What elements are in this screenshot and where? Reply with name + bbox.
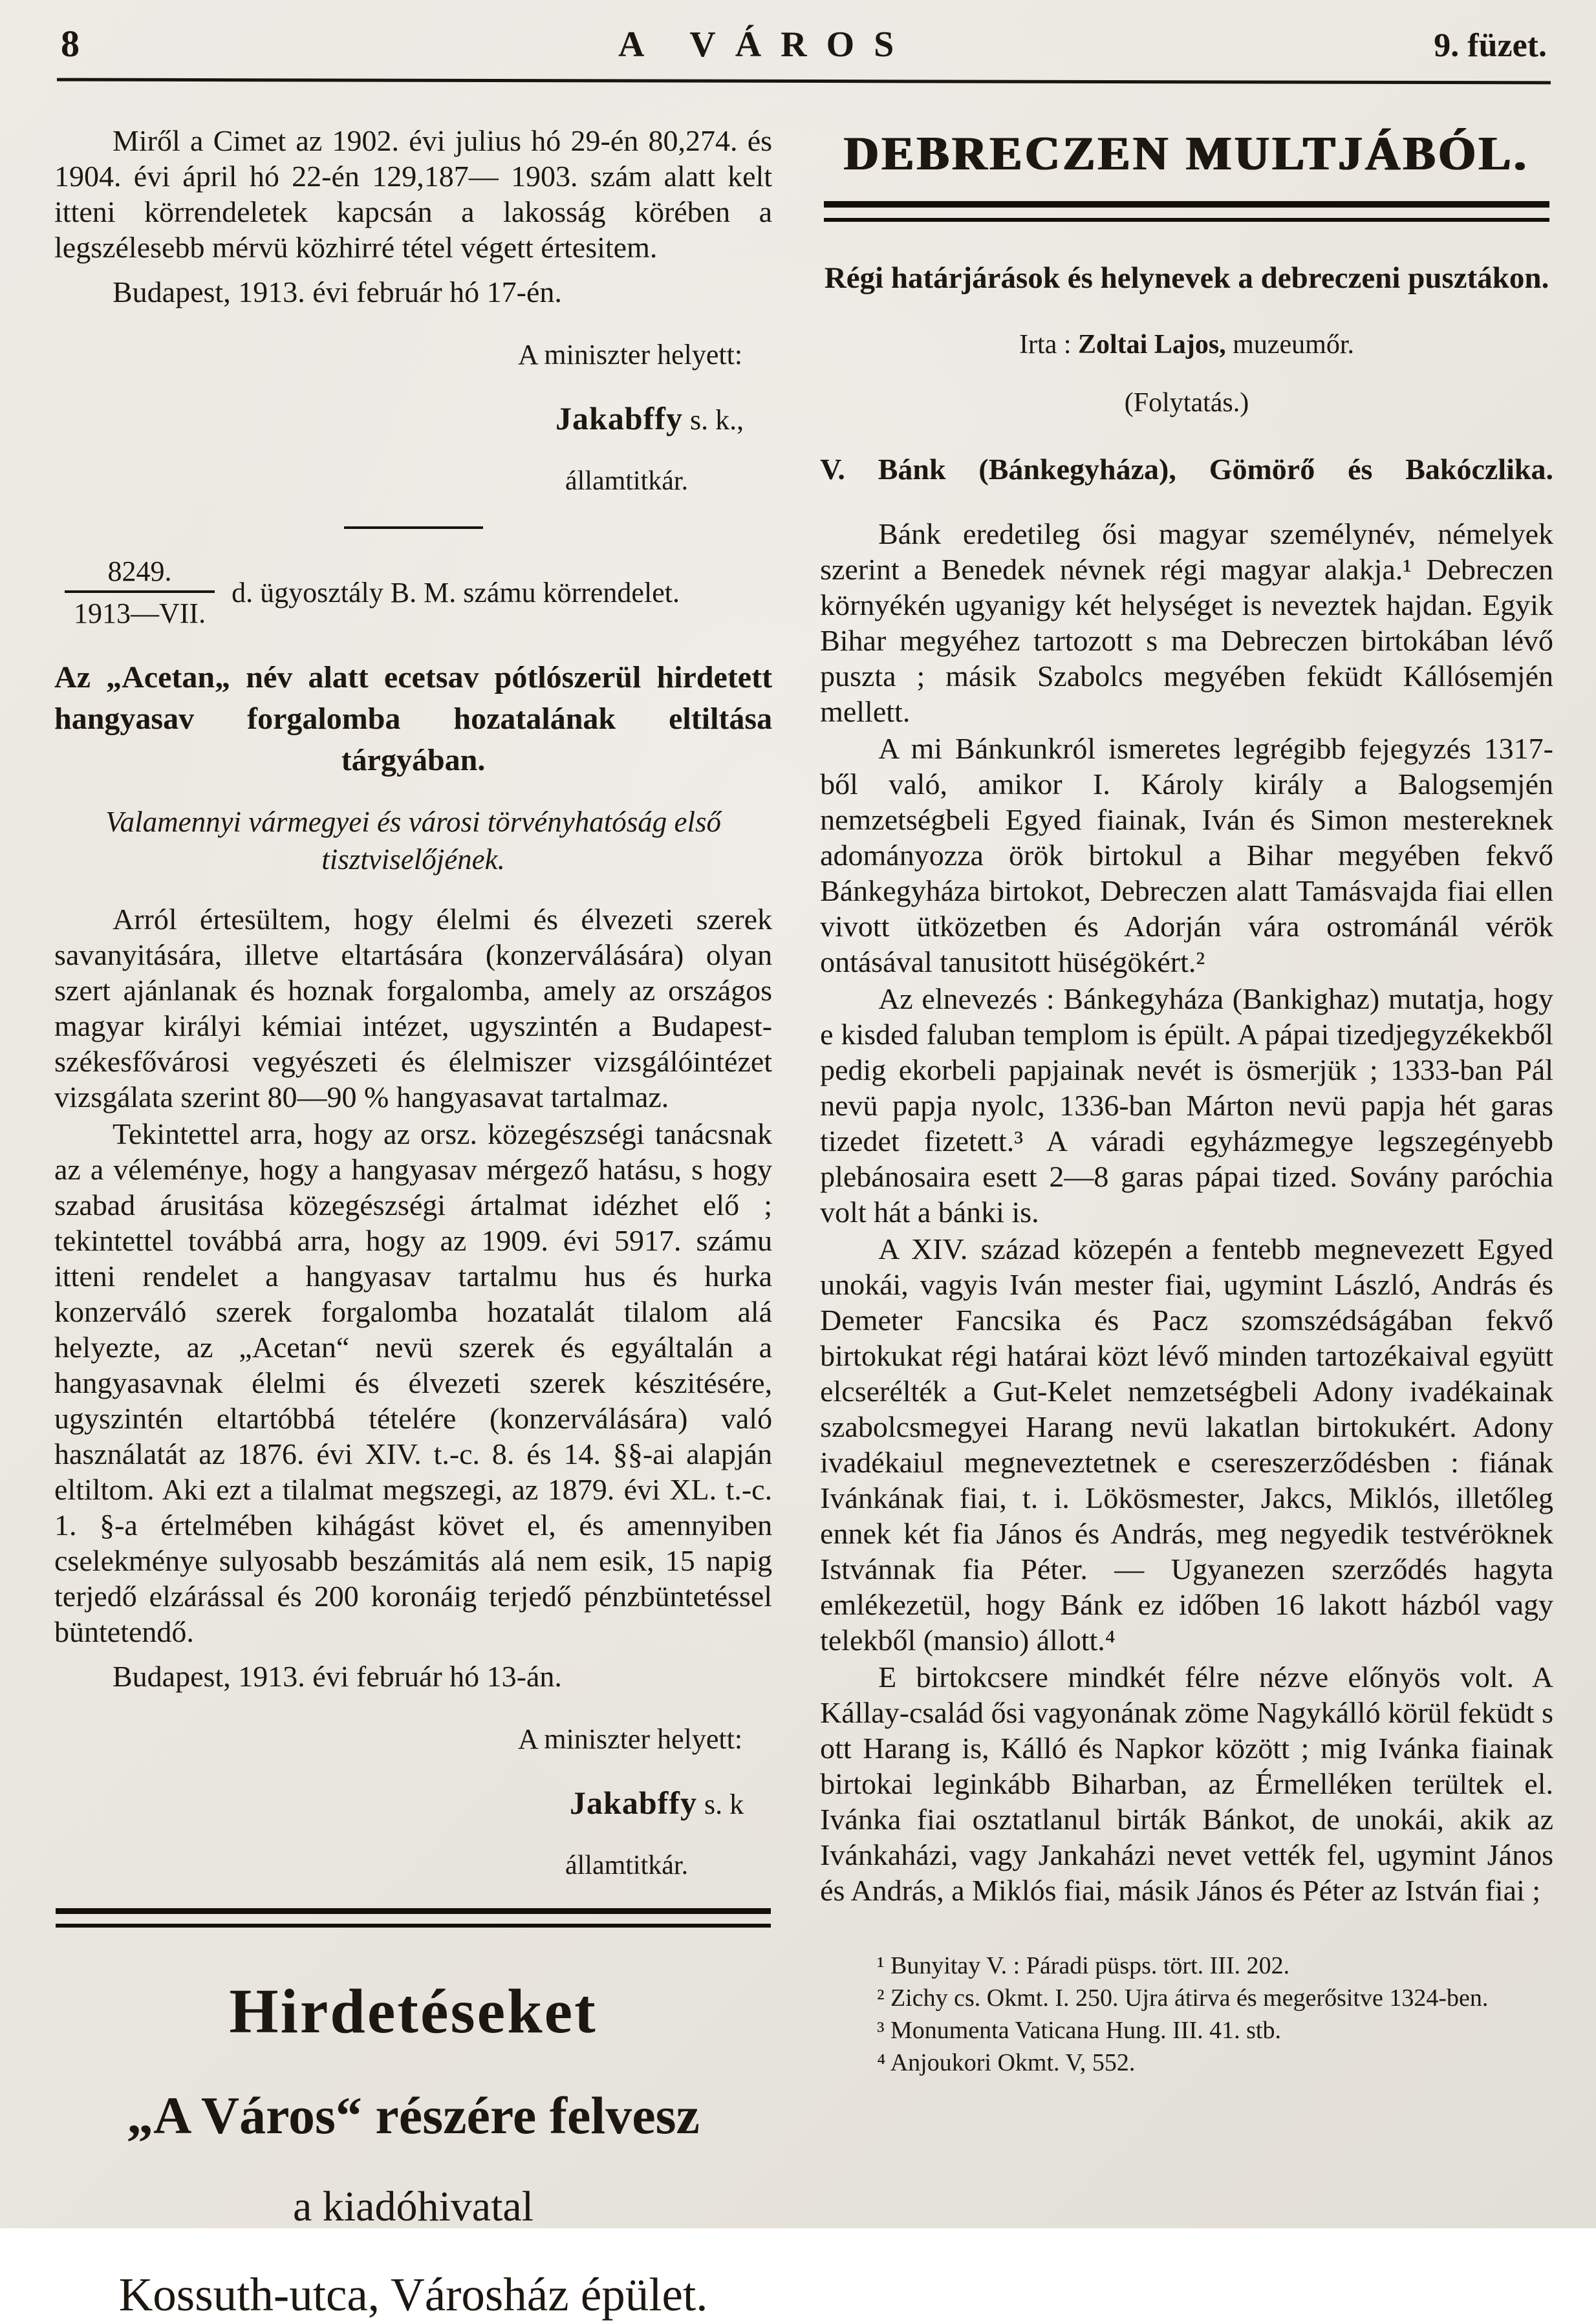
- signatory-name: Jakabffy: [555, 400, 683, 436]
- decree-dateline: Budapest, 1913. évi február hó 17-én.: [113, 275, 562, 308]
- advertisement: [54, 1975, 772, 2322]
- article-paragraph: E birtokcsere mindkét félre nézve előnyös volt. A Kállay-család ősi vagyonának zöme Nagykálló körül feküdt s ott Harang is, Kálló és Napkor között ; mig Ivánka fiainak birtokai leginkább Biharban, az Érmelléken terültek el. Ivánka fiai osztatlanul birták Bánkot, de unokái, akik az Ivánkaházi, vagy Jankaházi nevet vették fel, ugymint János és András, a Miklós fiai, másik János és Péter az István fiai ;: [820, 1661, 1553, 1907]
- signatory-suffix: s. k.,: [689, 404, 744, 436]
- signature-line: [54, 400, 772, 437]
- signature-intro: A miniszter helyett:: [518, 339, 743, 371]
- signatory-name: Jakabffy: [570, 1785, 697, 1821]
- reference-denominator: 1913—VII.: [65, 590, 215, 630]
- signature-intro: A miniszter helyett:: [518, 1723, 743, 1755]
- article-paragraph: Bánk eredetileg ősi magyar személynév, némelyek szerint a Benedek névnek régi magyar alakja.¹ Debreczen környékén ugyanigy két helységet is neveztek hajdan. Egyik Bihar megyéhez tartozott s ma Debreczen birtokában lévő puszta ; másik Szabolcs megyében feküdt Kállósemjén mellett.: [820, 517, 1553, 728]
- article-byline: [820, 329, 1553, 360]
- right-column: [820, 123, 1553, 2322]
- byline-prefix: Irta :: [1019, 330, 1072, 360]
- article-paragraph: A mi Bánkunkról ismeretes legrégibb fejegyzés 1317-ből való, amikor I. Károly király a Balogsemjén nemzetségbeli Egyed fiainak, Iván és Simon mestereknek adományozza örök birtokul a Bihar megyében fekvő Bánkegyháza birtokot, Debreczen alatt Tamásvajda fiai ellen vivott ütközetben és Adorján vára ostrománál vérök ontásával tanusitott hüségökért.²: [820, 732, 1553, 978]
- issue-number: 9. füzet.: [1434, 27, 1547, 64]
- advert-address-line: Kossuth-utca, Városház épület.: [118, 2268, 708, 2321]
- advert-office-line: a kiadóhivatal: [293, 2183, 534, 2230]
- journal-title: A VÁROS: [618, 25, 914, 65]
- article-body: [820, 516, 1553, 1908]
- reference-numerator: 8249.: [107, 555, 172, 587]
- footnote: ² Zichy cs. Okmt. I. 250. Ujra átirva és megerősitve 1324-ben.: [877, 1984, 1489, 2012]
- masthead: [54, 22, 1553, 65]
- page-number: 8: [61, 23, 80, 65]
- continuation-note: (Folytatás.): [1124, 388, 1249, 418]
- page-columns: [54, 123, 1553, 2322]
- byline-suffix: muzeumőr.: [1233, 330, 1354, 360]
- section-divider: [344, 526, 483, 529]
- footnotes: [820, 1950, 1553, 2079]
- advert-headline: Hirdetéseket: [229, 1977, 598, 2047]
- byline-author: Zoltai Lajos,: [1078, 330, 1226, 360]
- section-title: DEBRECZEN MULTJÁBÓL.: [844, 127, 1529, 180]
- advert-subline: „A Város“ részére felvesz: [127, 2086, 700, 2145]
- decree-dateline: Budapest, 1913. évi február hó 13-án.: [113, 1660, 562, 1693]
- decree-title: Az „Acetan„ név alatt ecetsav pótlószerül hirdetett hangyasav forgalomba hozatalának eltiltása tárgyában.: [54, 660, 773, 777]
- decree-paragraph: Arról értesültem, hogy élelmi és élvezeti szerek savanyitására, illetve eltartására (konzerválására) olyan szert ajánlanak és hoznak forgalomba, amely az országos magyar királyi kémiai intézet, ugyszintén a Budapest-székesfővárosi vegyészeti és élelmiszer vizsgálóintézet vizsgálata szerint 80—90 % hangyasavat tartalmaz.: [54, 903, 773, 1113]
- decree-reference-fraction: [65, 555, 215, 630]
- decree-paragraph: Tekintettel arra, hogy az orsz. közegészségi tanácsnak az a véleménye, hogy a hangyasav mérgező hatásu, s hogy szabad árusitása közegészségi ártalmat idézhet elő ; tekintettel továbbá arra, hogy az 1909. évi 5917. számu itteni rendelet a hangyasav tartalmu hus és hurka konzerváló szerek forgalomba hozatalát tilalom alá helyezte, az „Acetan“ nevü szerek és egyáltalán a hangyasavnak élelmi és élvezeti szerek készitésére, ugyszintén eltartóbbá tételére (konzerválására) való használatát az 1876. évi XIV. t.-c. 8. és 14. §§-ai alapján eltiltom. Aki ezt a tilalmat megszegi, az 1879. évi XL. t.-c. 1. §-a értelmében kihágást követ el, és amennyiben cselekménye sulyosabb beszámitás alá nem esik, 15 napig terjedő elzárással és 200 koronáig terjedő pénzbüntetéssel büntetendő.: [54, 1117, 773, 1648]
- article-title: Régi határjárások és helynevek a debreczeni pusztákon.: [824, 261, 1549, 295]
- decree-reference: [65, 555, 772, 630]
- signatory-suffix: s. k: [704, 1789, 744, 1820]
- signature-line: [54, 1784, 772, 1822]
- masthead-rule: [57, 78, 1551, 85]
- decree-reference-label: d. ügyosztály B. M. számu körrendelet.: [232, 576, 680, 608]
- left-column: [54, 123, 772, 2322]
- article-paragraph: A XIV. század közepén a fentebb megnevezett Egyed unokái, vagyis Iván mester fiai, ugymint László, András és Demeter Fancsika és Pacz szomszédságában fekvő birtokukat régi határai közt lévő minden tartozékaival együtt elcserélték a Gut-Kelet nemzetségbeli Adony ivadékainak szabolcsmegyei Harang nevü lakatlan birtokukért. Adony ivadékaiul megneveztetnek e csereszerződésben : fiának Ivánkának fiai, t. i. Lökösmester, Jakcs, Miklós, illetőleg ennek két fia János és András, meg negyedik testvéröknek Istvánnak fia Péter. — Ugyanezen szerződés hagyta emlékezetül, hogy Bánk ez időben 16 lakott házból vagy telekből (mansio) állott.⁴: [820, 1232, 1553, 1657]
- footnote: ⁴ Anjoukori Okmt. V, 552.: [877, 2049, 1136, 2076]
- decree-paragraph: Miről a Cimet az 1902. évi julius hó 29-én 80,274. és 1904. évi ápril hó 22-én 129,187— 1903. szám alatt kelt itteni körrendeletek kapcsán a lakosság körében a legszélesebb mérvü közhirré tétel végett értesitem.: [54, 124, 773, 264]
- article-paragraph: Az elnevezés : Bánkegyháza (Bankighaz) mutatja, hogy e kisded faluban templom is épült. A pápai tizedjegyzékekből pedig ekorbeli papjainak nevét is ösmerjük ; 1333-ban Pál nevü papja nyolc, 1336-ban Márton nevü papja hét garas tizedet fizetett.³ A váradi egyházmegye legszegényebb plebánosaira esett 2—8 garas pápai tized. Sovány paróchia volt hát a bánki is.: [820, 982, 1553, 1229]
- signatory-title: államtitkár.: [565, 466, 689, 496]
- section-title-rule: [824, 201, 1549, 222]
- signatory-title: államtitkár.: [565, 1851, 689, 1880]
- advert-divider: [56, 1908, 771, 1928]
- chapter-heading: V. Bánk (Bánkegyháza), Gömörő és Bakóczlika.: [820, 453, 1553, 486]
- footnote: ¹ Bunyitay V. : Páradi püsps. tört. III. 202.: [877, 1952, 1290, 1979]
- footnote: ³ Monumenta Vaticana Hung. III. 41. stb.: [877, 2017, 1281, 2044]
- decree-addressee: Valamennyi vármegyei és városi törvényhatóság első tisztviselőjének.: [105, 806, 721, 876]
